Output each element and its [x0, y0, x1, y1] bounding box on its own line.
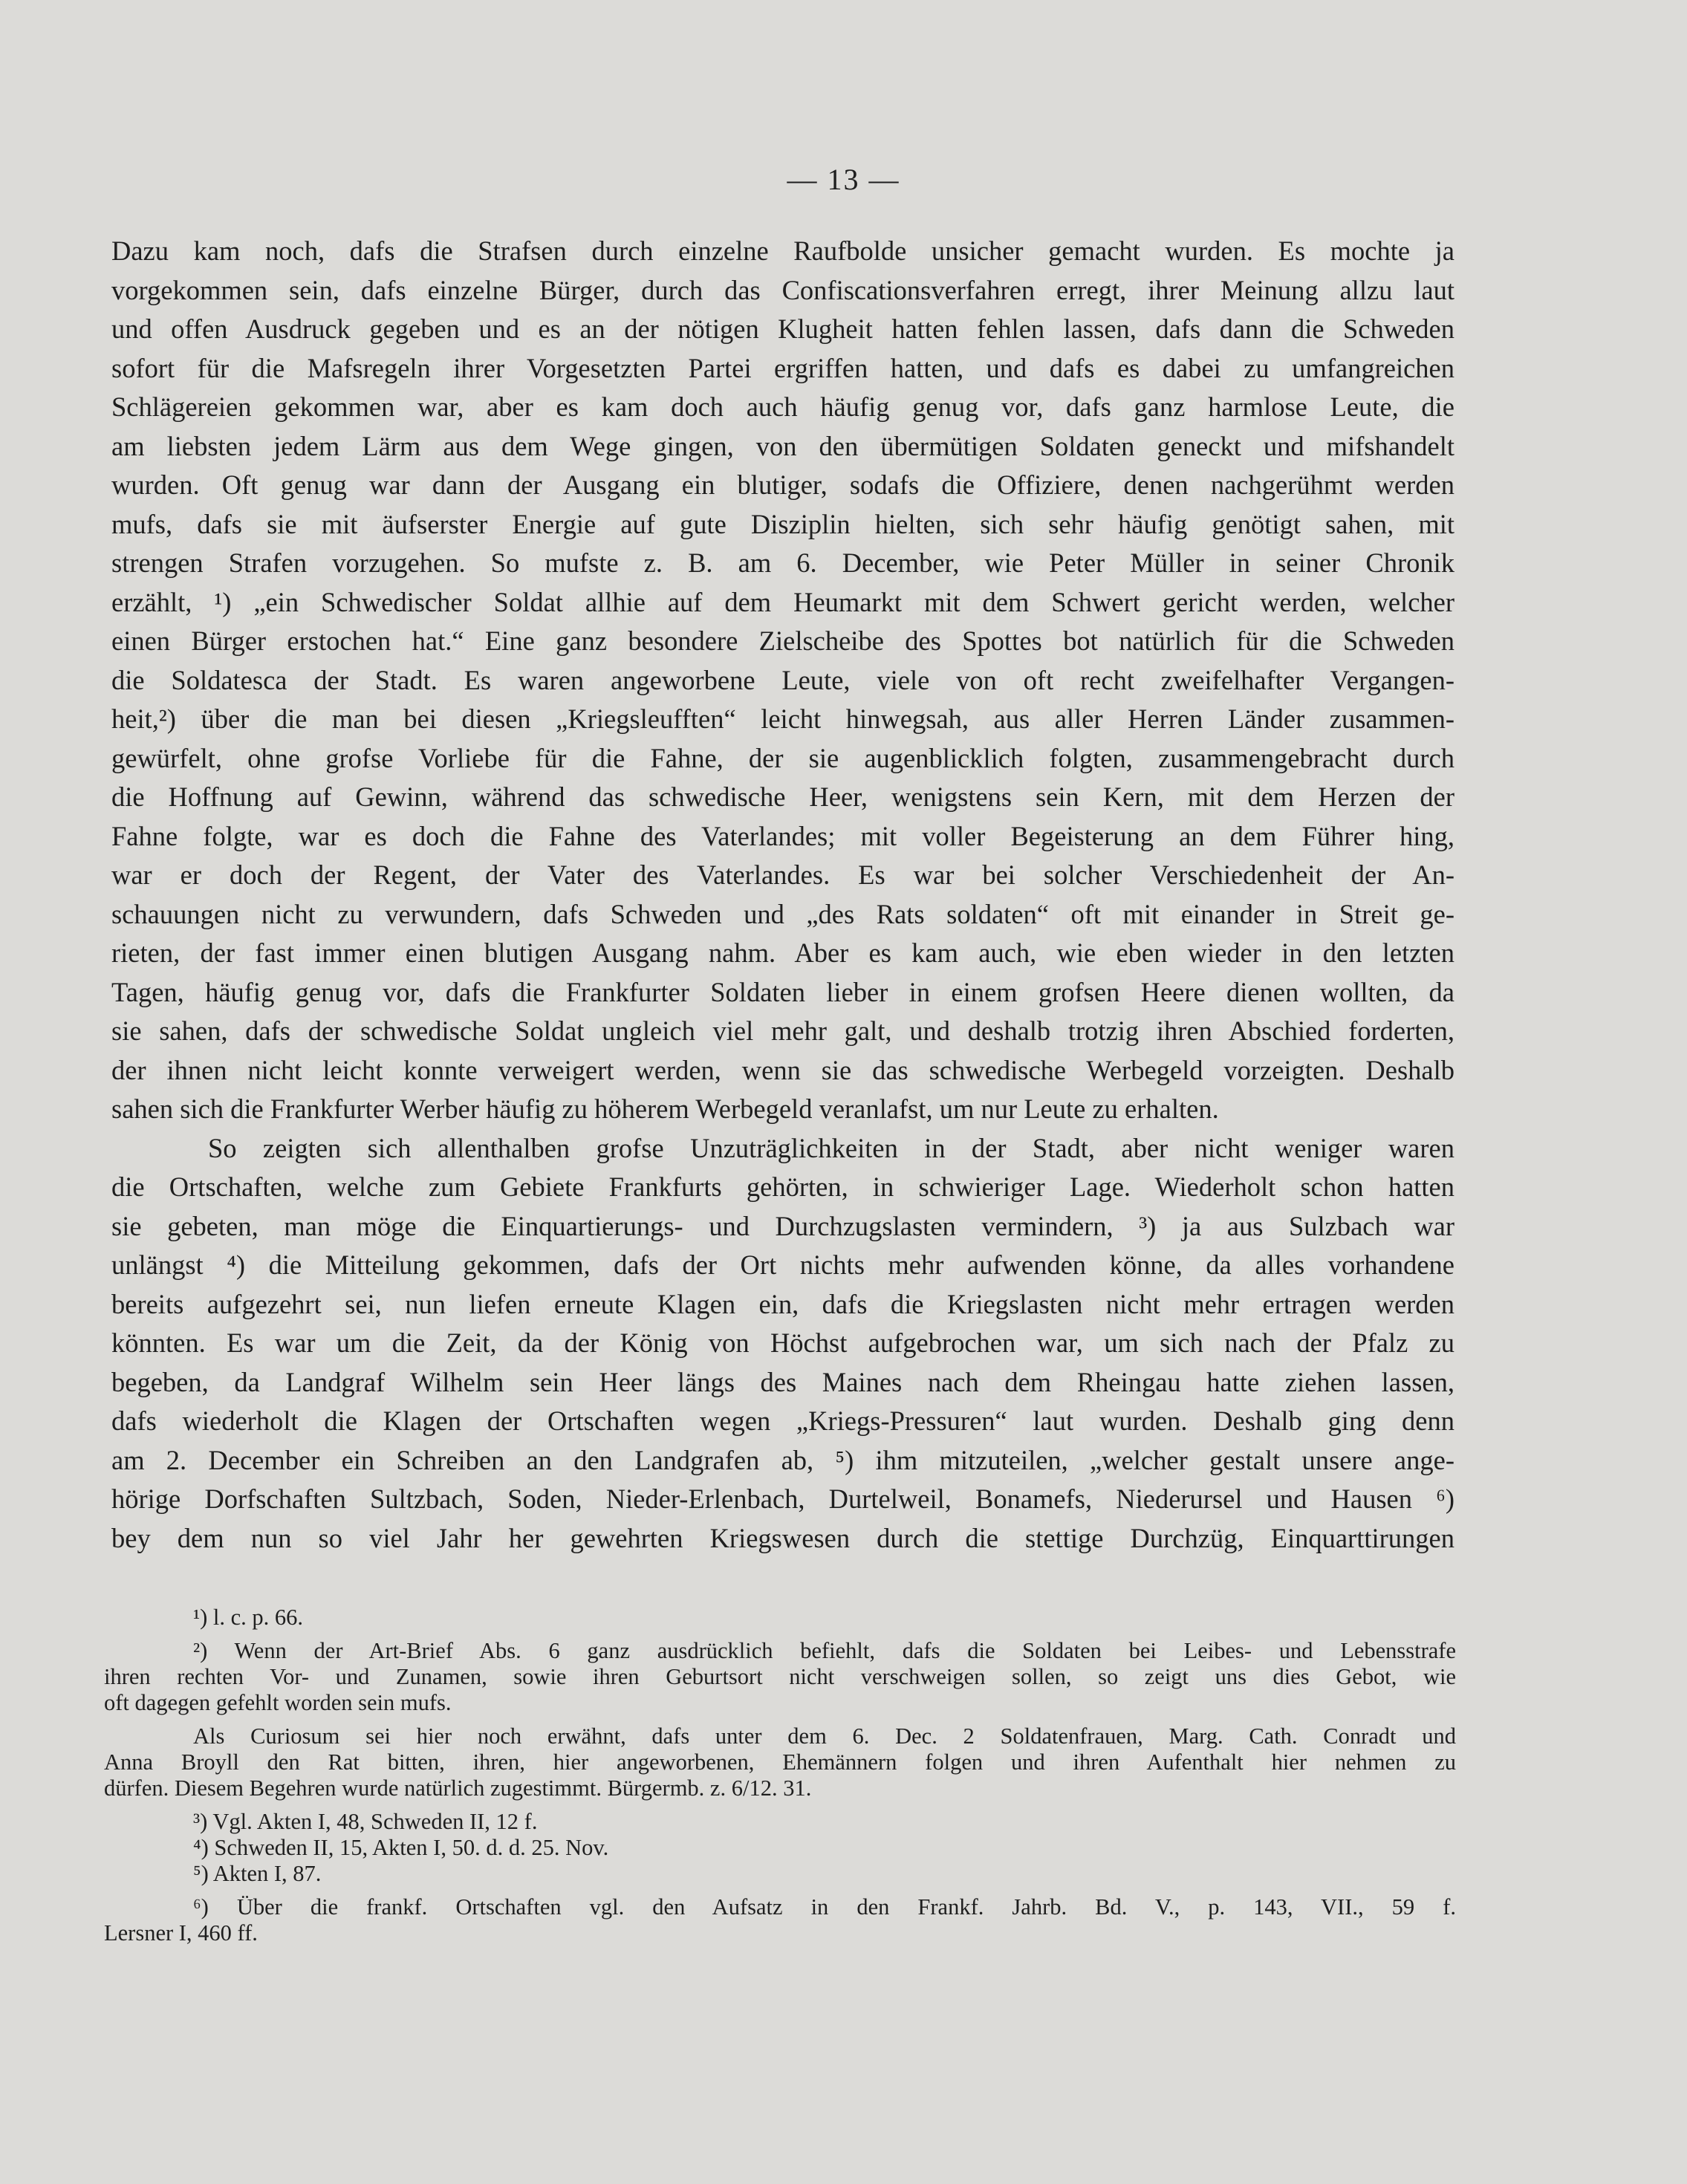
text-line: wurden. Oft genug war dann der Ausgang ein blutiger, sodafs die Offiziere, denen nachgerühmt werden — [111, 469, 1454, 500]
text-line: einen Bürger erstochen hat.“ Eine ganz besondere Zielscheibe des Spottes bot natürlich für die Schweden — [111, 625, 1454, 656]
text-line: die Hoffnung auf Gewinn, während das schwedische Heer, wenigstens sein Kern, mit dem Herzen der — [111, 781, 1454, 812]
footnote-line: dürfen. Diesem Begehren wurde natürlich zugestimmt. Bürgermb. z. 6/12. 31. — [104, 1775, 812, 1801]
text-line: sie gebeten, man möge die Einquartierungs- und Durchzugslasten vermindern, ³) ja aus Sulzbach war — [111, 1210, 1454, 1241]
footnote-line: ¹) l. c. p. 66. — [193, 1605, 304, 1630]
footnote-line: ⁴) Schweden II, 15, Akten I, 50. d. d. 25. Nov. — [193, 1835, 609, 1860]
text-line: mufs, dafs sie mit äufserster Energie auf gute Disziplin hielten, sich sehr häufig genötigt sahen, mit — [111, 508, 1454, 539]
text-line: bereits aufgezehrt sei, nun liefen erneute Klagen ein, dafs die Kriegslasten nicht mehr ertragen werden — [111, 1288, 1454, 1319]
text-line: So zeigten sich allenthalben grofse Unzuträglichkeiten in der Stadt, aber nicht weniger waren — [208, 1132, 1454, 1163]
text-line: vorgekommen sein, dafs einzelne Bürger, durch das Confiscationsverfahren erregt, ihrer Meinung allzu laut — [111, 274, 1454, 305]
text-line: Schlägereien gekommen war, aber es kam doch auch häufig genug vor, dafs ganz harmlose Leute, die — [111, 391, 1454, 422]
text-line: sie sahen, dafs der schwedische Soldat ungleich viel mehr galt, und deshalb trotzig ihren Abschied forderten, — [111, 1015, 1454, 1046]
text-line: unlängst ⁴) die Mitteilung gekommen, dafs der Ort nichts mehr aufwenden könne, da alles vorhandene — [111, 1249, 1454, 1280]
text-line: gewürfelt, ohne grofse Vorliebe für die Fahne, der sie augenblicklich folgten, zusammengebracht durch — [111, 742, 1454, 773]
footnote-line: ⁵) Akten I, 87. — [193, 1861, 322, 1886]
footnote-line: ihren rechten Vor- und Zunamen, sowie ihren Geburtsort nicht verschweigen sollen, so zeigt uns dies Gebot, wie — [104, 1664, 1456, 1689]
text-line: sahen sich die Frankfurter Werber häufig zu höherem Werbegeld veranlafst, um nur Leute zu erhalten. — [111, 1093, 1219, 1124]
text-line: sofort für die Mafsregeln ihrer Vorgesetzten Partei ergriffen hatten, und dafs es dabei zu umfangreichen — [111, 352, 1454, 383]
text-line: schauungen nicht zu verwundern, dafs Schweden und „des Rats soldaten“ oft mit einander in Streit ge- — [111, 898, 1454, 929]
footnote-line: ³) Vgl. Akten I, 48, Schweden II, 12 f. — [193, 1809, 538, 1834]
text-line: Dazu kam noch, dafs die Strafsen durch einzelne Raufbolde unsicher gemacht wurden. Es mochte ja — [111, 235, 1454, 266]
text-line: Fahne folgte, war es doch die Fahne des Vaterlandes; mit voller Begeisterung an dem Führer hing, — [111, 820, 1454, 851]
text-line: Tagen, häufig genug vor, dafs die Frankfurter Soldaten lieber in einem grofsen Heere dienen wollten, da — [111, 976, 1454, 1007]
text-line: strengen Strafen vorzugehen. So mufste z. B. am 6. December, wie Peter Müller in seiner Chronik — [111, 547, 1454, 578]
text-line: hörige Dorfschaften Sultzbach, Soden, Nieder-Erlenbach, Durtelweil, Bonamefs, Niederursel und Hausen ⁶) — [111, 1483, 1454, 1514]
page-number: — 13 — — [787, 163, 900, 196]
text-line: die Soldatesca der Stadt. Es waren angeworbene Leute, viele von oft recht zweifelhafter Vergangen- — [111, 664, 1454, 695]
footnote-line: Als Curiosum sei hier noch erwähnt, dafs unter dem 6. Dec. 2 Soldatenfrauen, Marg. Cath. Conradt und — [193, 1723, 1456, 1749]
text-line: die Ortschaften, welche zum Gebiete Frankfurts gehörten, in schwieriger Lage. Wiederholt schon hatten — [111, 1171, 1454, 1202]
footnote-line: oft dagegen gefehlt worden sein mufs. — [104, 1690, 452, 1715]
text-line: erzählt, ¹) „ein Schwedischer Soldat allhie auf dem Heumarkt mit dem Schwert gericht werden, welcher — [111, 586, 1454, 617]
text-line: rieten, der fast immer einen blutigen Ausgang nahm. Aber es kam auch, wie eben wieder in den letzten — [111, 937, 1454, 968]
text-line: war er doch der Regent, der Vater des Vaterlandes. Es war bei solcher Verschiedenheit der An- — [111, 859, 1454, 890]
text-line: am liebsten jedem Lärm aus dem Wege gingen, von den übermütigen Soldaten geneckt und mifshandelt — [111, 430, 1454, 461]
text-line: begeben, da Landgraf Wilhelm sein Heer längs des Maines nach dem Rheingau hatte ziehen lassen, — [111, 1366, 1454, 1397]
footnote-line: Lersner I, 460 ff. — [104, 1920, 258, 1946]
footnote-line: Anna Broyll den Rat bitten, ihren, hier angeworbenen, Ehemännern folgen und ihren Aufenthalt hier nehmen zu — [104, 1749, 1456, 1775]
footnote-line: ⁶) Über die frankf. Ortschaften vgl. den Aufsatz in den Frankf. Jahrb. Bd. V., p. 143, VII., 59 f. — [193, 1894, 1456, 1920]
text-line: am 2. December ein Schreiben an den Landgrafen ab, ⁵) ihm mitzuteilen, „welcher gestalt unsere ange- — [111, 1444, 1454, 1475]
text-line: dafs wiederholt die Klagen der Ortschaften wegen „Kriegs-Pressuren“ laut wurden. Deshalb ging denn — [111, 1405, 1454, 1436]
footnote-line: ²) Wenn der Art-Brief Abs. 6 ganz ausdrücklich befiehlt, dafs die Soldaten bei Leibes- und Lebensstrafe — [193, 1638, 1456, 1663]
main-text — [111, 232, 1454, 1558]
text-line: könnten. Es war um die Zeit, da der König von Höchst aufgebrochen war, um sich nach der Pfalz zu — [111, 1327, 1454, 1358]
text-line: bey dem nun so viel Jahr her gewehrten Kriegswesen durch die stettige Durchzüg, Einquarttirungen — [111, 1522, 1454, 1553]
footnotes — [104, 1605, 1456, 1946]
text-line: heit,²) über die man bei diesen „Kriegsleufften“ leicht hinwegsah, aus aller Herren Länder zusammen- — [111, 703, 1454, 734]
text-line: und offen Ausdruck gegeben und es an der nötigen Klugheit hatten fehlen lassen, dafs dann die Schweden — [111, 313, 1454, 344]
text-line: der ihnen nicht leicht konnte verweigert werden, wenn sie das schwedische Werbegeld vorzeigten. Deshalb — [111, 1054, 1454, 1085]
